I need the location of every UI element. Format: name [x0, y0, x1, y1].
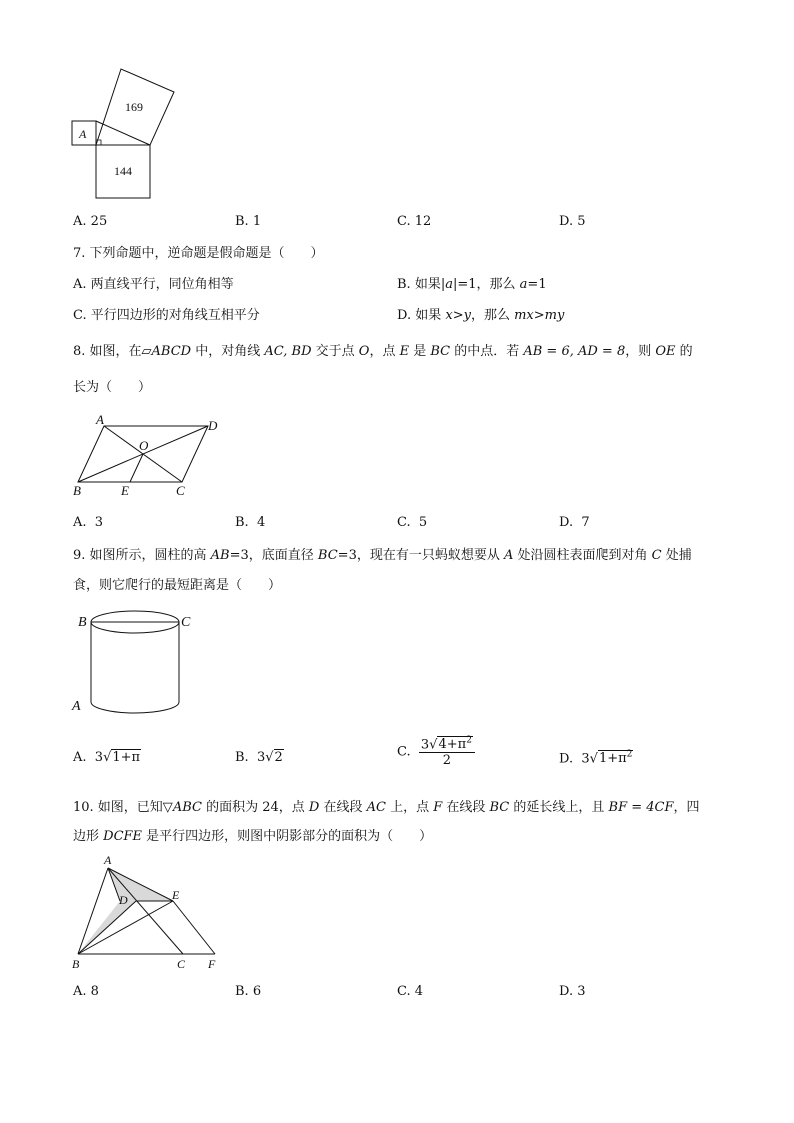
q9-figure — [66, 606, 206, 726]
q9-stem-line1: 9. 如图所示，圆柱的高 AB=3，底面直径 BC=3，现在有一只蚂蚁想要从 A 处沿圆柱表面爬到对角 C 处捕 — [73, 548, 692, 563]
q6-label-144: 144 — [114, 164, 132, 178]
q10-label-c: C — [177, 957, 186, 971]
q7-option-d: D. 如果 x>y，那么 mx>my — [397, 308, 565, 323]
q8-stem-line1: 8. 如图，在▱ABCD 中，对角线 AC, BD 交于点 O，点 E 是 BC 的中点．若 AB = 6, AD = 8，则 OE 的 — [73, 344, 693, 359]
q9-bottom-arc — [91, 702, 179, 713]
q9-label-a: A — [72, 699, 81, 714]
q6-option-b: B. 1 — [235, 214, 262, 229]
q8-option-a: A. 3 — [73, 515, 104, 530]
q10-side-ab — [78, 868, 108, 954]
q8-label-a: A — [96, 412, 104, 427]
q7-option-b: B. 如果|a|=1，那么 a=1 — [397, 277, 547, 292]
q8-stem-line2: 长为（ ） — [73, 380, 152, 395]
q10-label-d: D — [119, 893, 128, 907]
q9-stem-line2: 食，则它爬行的最短距离是（ ） — [73, 578, 282, 593]
q6-option-d: D. 5 — [559, 214, 586, 229]
q8-option-b: B. 4 — [235, 515, 266, 530]
q9-option-b: B. 3√2 — [235, 750, 283, 765]
q10-segment-bd — [78, 901, 136, 954]
q9-option-c: C. $\frac{3√4+\pi^2}{2}$ — [397, 736, 475, 768]
q10-label-e: E — [172, 888, 180, 902]
q10-stem-line2: 边形 DCFE 是平行四边形，则图中阴影部分的面积为（ ） — [73, 829, 433, 844]
q8-option-d: D. 7 — [559, 515, 590, 530]
q7-option-c: C. 平行四边形的对角线互相平分 — [73, 308, 260, 323]
q8-label-o: O — [139, 438, 149, 453]
q10-option-d: D. 3 — [559, 984, 586, 999]
q8-label-b: B — [73, 483, 81, 498]
q6-label-a: A — [79, 127, 87, 141]
q6-label-169: 169 — [125, 100, 143, 114]
q6-option-a: A. 25 — [73, 214, 108, 229]
q6-option-c: C. 12 — [397, 214, 432, 229]
q10-label-b: B — [72, 957, 80, 971]
q6-hypotenuse — [96, 121, 150, 145]
q9-option-a: A. 3√1+π — [73, 750, 141, 765]
q10-option-c: C. 4 — [397, 984, 424, 999]
q8-figure — [66, 412, 226, 500]
q8-label-e: E — [121, 483, 129, 498]
q8-option-c: C. 5 — [397, 515, 428, 530]
q10-stem-line1: 10. 如图，已知▽ABC 的面积为 24，点 D 在线段 AC 上，点 F 在线段 BC 的延长线上，且 BF = 4CF，四 — [73, 800, 700, 815]
q8-label-d: D — [208, 418, 218, 433]
q7-stem: 7. 下列命题中，逆命题是假命题是（ ） — [73, 246, 324, 261]
q10-option-b: B. 6 — [235, 984, 262, 999]
q9-label-c: C — [181, 615, 191, 630]
q6-figure — [66, 64, 182, 204]
q9-label-b: B — [78, 615, 87, 630]
q9-option-c-fraction: $\frac{3√4+\pi^2}{2}$ — [419, 736, 475, 768]
q9-option-d: D. $3√1+\pi^2$ — [559, 750, 633, 767]
q7-option-a: A. 两直线平行，同位角相等 — [73, 277, 234, 292]
q8-segment-oe — [130, 454, 143, 482]
q10-option-a: A. 8 — [73, 984, 99, 999]
q10-figure — [66, 852, 226, 974]
q10-label-a: A — [104, 853, 112, 867]
q10-segment-ef — [173, 901, 215, 954]
q8-label-c: C — [176, 483, 185, 498]
q10-label-f: F — [208, 957, 216, 971]
